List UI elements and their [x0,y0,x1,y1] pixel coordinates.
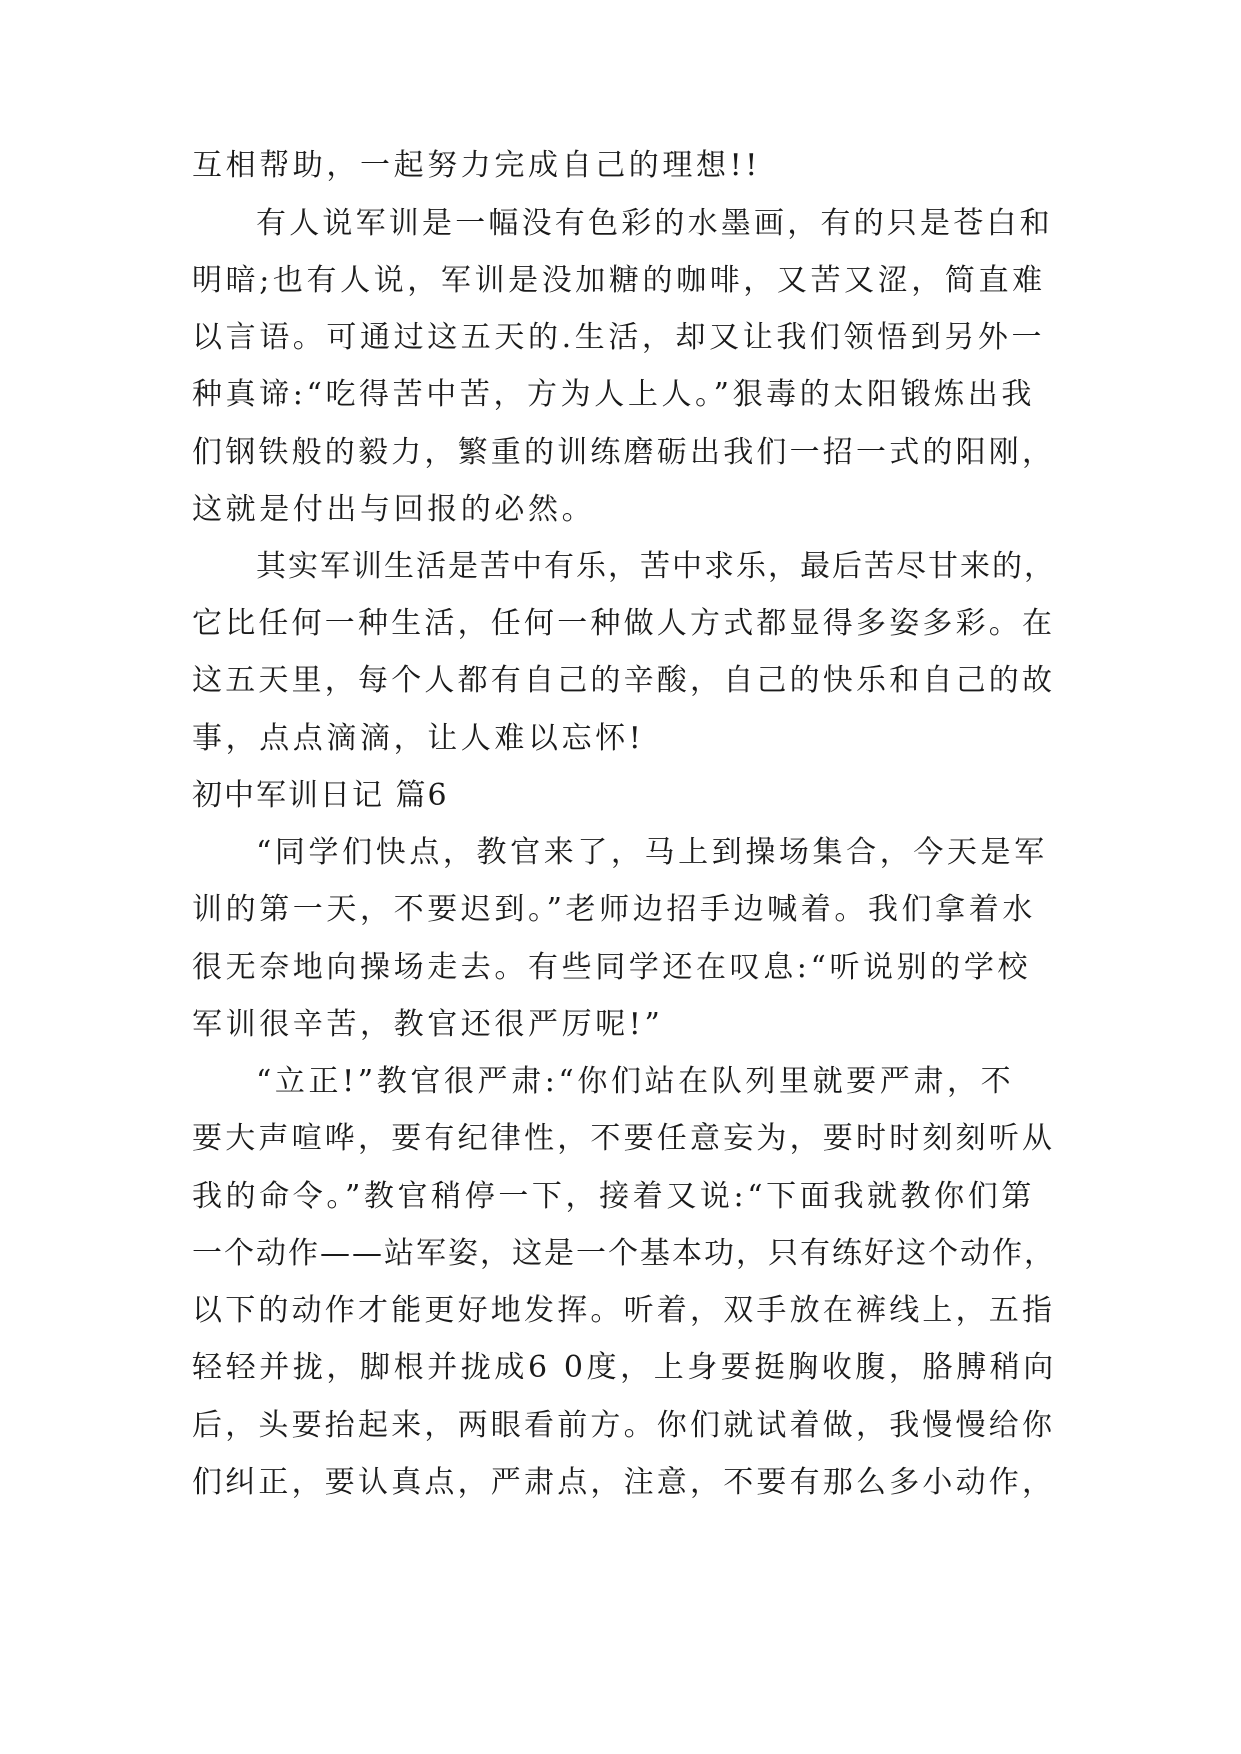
text-line: 后，头要抬起来，两眼看前方。你们就试着做，我慢慢给你 [192,1408,1056,1443]
text-line: 们纠正，要认真点，严肃点，注意，不要有那么多小动作， [192,1465,1056,1500]
text-line: 很无奈地向操场走去。有些同学还在叹息:“听说别的学校 [192,950,1032,985]
text-line: 它比任何一种生活，任何一种做人方式都显得多姿多彩。在 [192,606,1056,641]
text-line: 互相帮助，一起努力完成自己的理想!! [192,148,761,183]
paragraph-first-line: “立正!”教官很严肃:“你们站在队列里就要严肃，不 [256,1064,1015,1099]
text-line: 轻轻并拢，脚根并拢成6 0度，上身要挺胸收腹，胳膊稍向 [192,1350,1057,1385]
text-line: 我的命令。”教官稍停一下，接着又说:“下面我就教你们第 [192,1179,1035,1214]
paragraph-first-line: 有人说军训是一幅没有色彩的水墨画，有的只是苍白和 [256,206,1053,241]
text-line: 以下的动作才能更好地发挥。听着，双手放在裤线上，五指 [192,1293,1056,1328]
section-heading: 初中军训日记 篇6 [192,778,449,813]
text-line: 种真谛:“吃得苦中苦，方为人上人。”狠毒的太阳锻炼出我 [192,377,1035,412]
text-line: 军训很辛苦，教官还很严厉呢!” [192,1007,664,1042]
text-line: 这五天里，每个人都有自己的辛酸，自己的快乐和自己的故 [192,663,1056,698]
paragraph-first-line: “同学们快点，教官来了，马上到操场集合，今天是军 [256,835,1048,870]
text-line: 明暗;也有人说，军训是没加糖的咖啡，又苦又涩，简直难 [192,263,1046,298]
text-line: 们钢铁般的毅力，繁重的训练磨砺出我们一招一式的阳刚， [192,435,1056,470]
text-line: 以言语。可通过这五天的.生活，却又让我们领悟到另外一 [192,320,1046,355]
text-line: 事，点点滴滴，让人难以忘怀! [192,721,645,756]
paragraph-first-line: 其实军训生活是苦中有乐，苦中求乐，最后苦尽甘来的， [256,549,1056,584]
text-line: 一个动作——站军姿，这是一个基本功，只有练好这个动作， [192,1236,1056,1271]
text-line: 训的第一天，不要迟到。”老师边招手边喊着。我们拿着水 [192,892,1036,927]
text-line: 要大声喧哗，要有纪律性，不要任意妄为，要时时刻刻听从 [192,1121,1056,1156]
text-line: 这就是付出与回报的必然。 [192,492,596,527]
